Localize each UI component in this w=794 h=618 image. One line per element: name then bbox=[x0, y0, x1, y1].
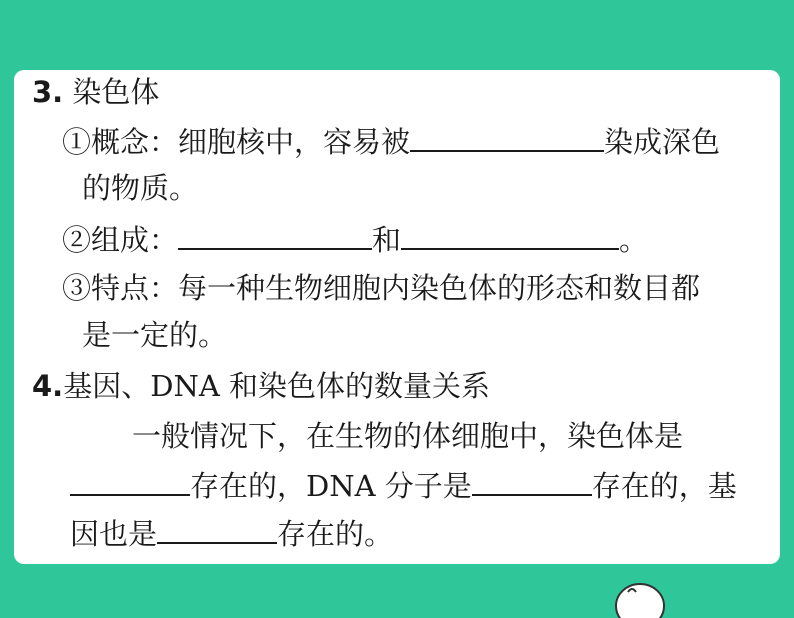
concept-line bbox=[62, 122, 780, 162]
feature-continuation: 是一定的。 bbox=[82, 318, 228, 352]
paragraph-line-3a: 因也是 bbox=[70, 517, 158, 551]
concept-suffix: 染成深色 bbox=[604, 125, 721, 159]
gene-pair-blank[interactable] bbox=[157, 520, 277, 544]
paragraph-line-1: 一般情况下，在生物的体细胞中，染色体是 bbox=[132, 419, 684, 453]
composition-and: 和 bbox=[372, 223, 402, 257]
section-4-heading bbox=[32, 366, 780, 406]
worksheet-card bbox=[14, 70, 780, 564]
concept-continuation: 的物质。 bbox=[82, 171, 199, 205]
feature-line: ③特点：每一种生物细胞内染色体的形态和数目都 bbox=[62, 271, 701, 305]
concept-prefix: ①概念：细胞核中，容易被 bbox=[62, 125, 411, 159]
dna-pair-blank[interactable] bbox=[472, 472, 592, 496]
decorative-face-icon bbox=[610, 578, 670, 618]
composition-blank-2[interactable] bbox=[401, 226, 619, 250]
paragraph-line-2b: 存在的，基 bbox=[591, 469, 737, 503]
paragraph-line-3 bbox=[70, 514, 780, 554]
chromosome-pair-blank[interactable] bbox=[70, 472, 190, 496]
section-4-number: 4. bbox=[32, 369, 64, 403]
composition-blank-1[interactable] bbox=[178, 226, 372, 250]
paragraph-line-2a: 存在的，DNA 分子是 bbox=[190, 469, 472, 503]
composition-line bbox=[62, 220, 780, 260]
paragraph-line-2 bbox=[70, 466, 780, 506]
section-3-number: 3. bbox=[32, 75, 64, 109]
composition-prefix: ②组成： bbox=[62, 223, 179, 257]
section-3-title: 染色体 bbox=[72, 75, 160, 109]
paragraph-line-3b: 存在的。 bbox=[277, 517, 394, 551]
concept-blank[interactable] bbox=[410, 128, 604, 152]
composition-end: 。 bbox=[619, 223, 649, 257]
section-4-title: 基因、DNA 和染色体的数量关系 bbox=[63, 369, 490, 403]
section-3-heading bbox=[32, 72, 780, 112]
